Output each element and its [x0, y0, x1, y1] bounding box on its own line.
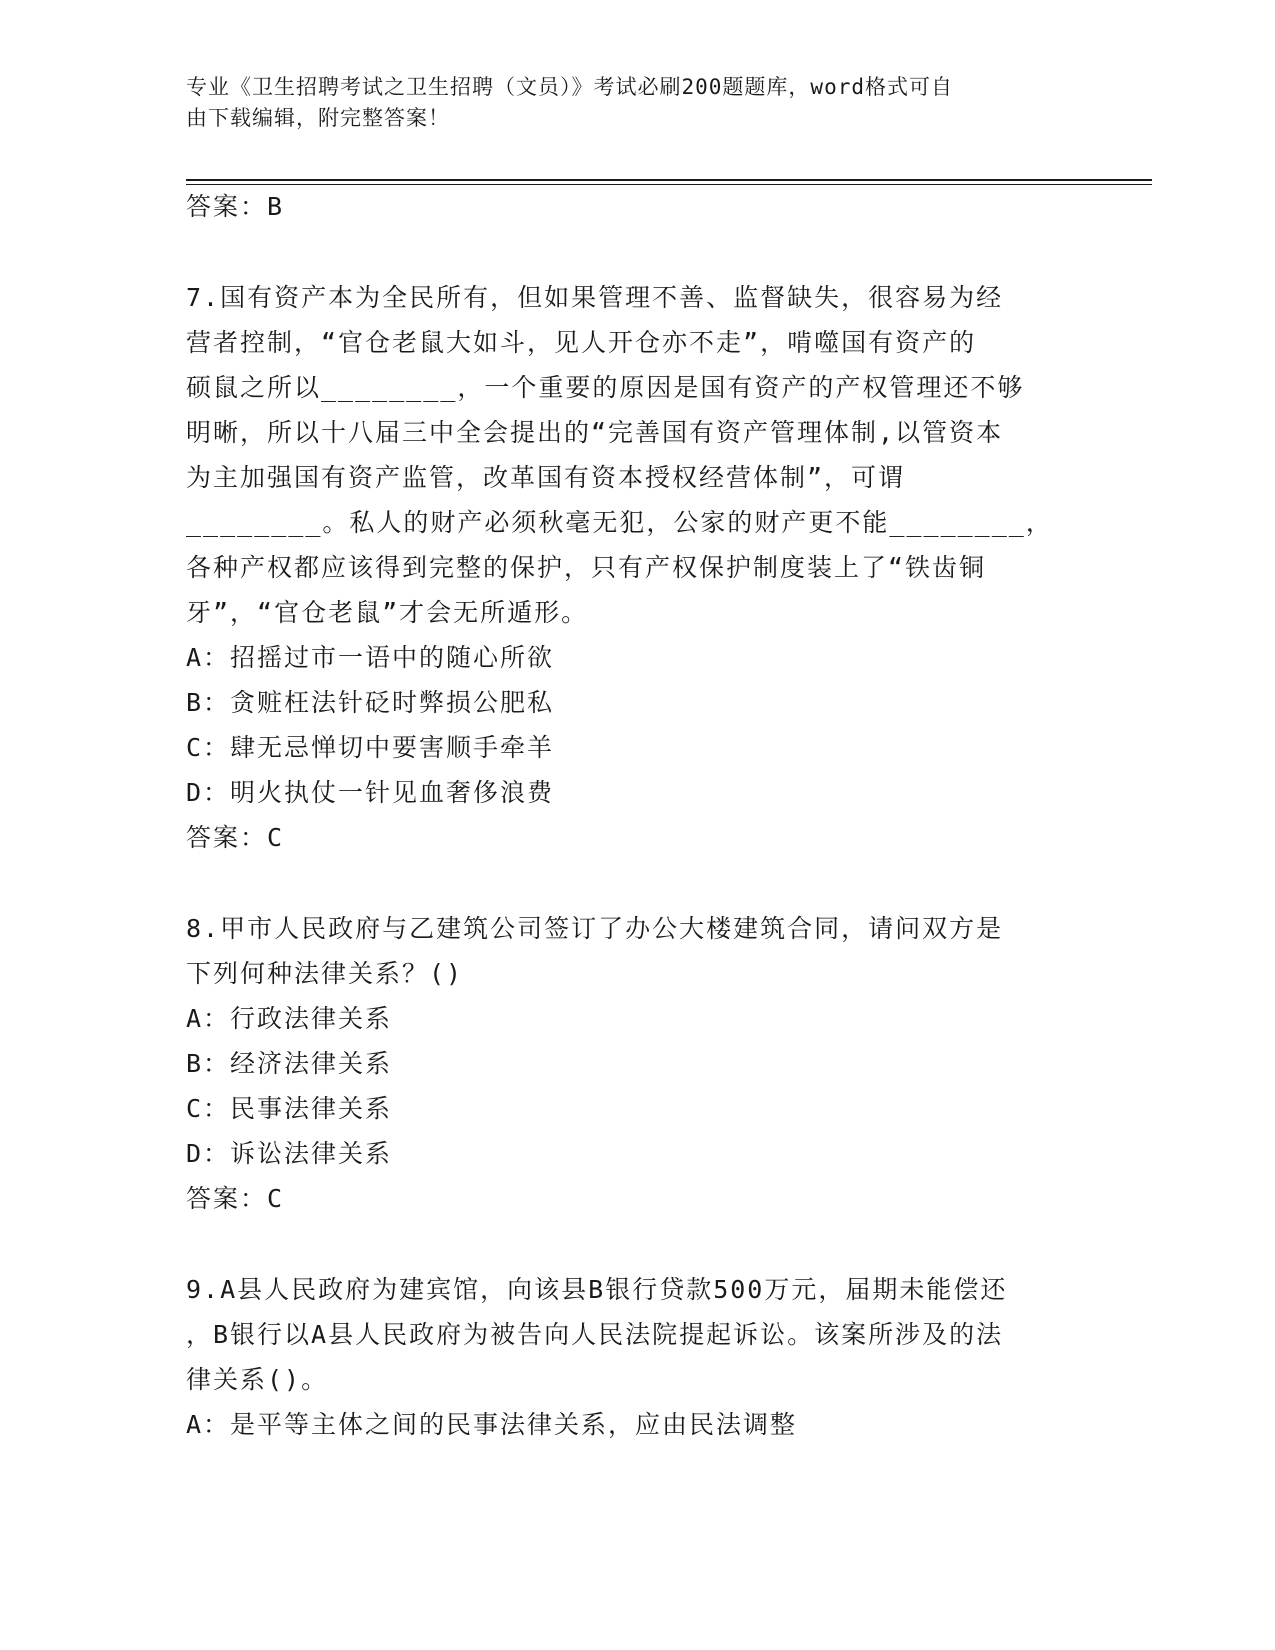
answer: 答案：C — [186, 823, 285, 852]
answer: 答案：C — [186, 1184, 285, 1213]
option-c: C：肆无忌惮切中要害顺手牵羊 — [186, 733, 555, 762]
spacer — [186, 229, 1086, 275]
spacer — [186, 1221, 1086, 1267]
option-d: D：明火执仗一针见血奢侈浪费 — [186, 778, 555, 807]
question-8 — [186, 906, 1086, 1221]
header-line-1: 专业《卫生招聘考试之卫生招聘（文员）》考试必刷200题题库，word格式可自 — [186, 75, 953, 99]
question-text-line: 8.甲市人民政府与乙建筑公司签订了办公大楼建筑合同，请问双方是 — [186, 914, 1004, 943]
option-b: B：经济法律关系 — [186, 1049, 393, 1078]
question-7 — [186, 275, 1086, 860]
option-b: B：贪赃枉法针砭时弊损公肥私 — [186, 688, 555, 717]
option-a: A：招摇过市一语中的随心所欲 — [186, 643, 555, 672]
question-text-line: 牙”，“官仓老鼠”才会无所遁形。 — [186, 598, 589, 627]
question-text-line: 营者控制，“官仓老鼠大如斗，见人开仓亦不走”，啃噬国有资产的 — [186, 328, 977, 357]
header-divider-thick — [186, 179, 1152, 181]
question-text-line: 各种产权都应该得到完整的保护，只有产权保护制度装上了“铁齿铜 — [186, 553, 987, 582]
page-header — [186, 72, 1076, 134]
question-text-line: ，B银行以A县人民政府为被告向人民法院提起诉讼。该案所涉及的法 — [186, 1320, 1004, 1349]
question-text-line: ________。私人的财产必须秋毫无犯，公家的财产更不能________， — [186, 508, 1053, 537]
question-text-line: 下列何种法律关系？() — [186, 959, 464, 988]
option-a: A：是平等主体之间的民事法律关系，应由民法调整 — [186, 1410, 798, 1439]
header-line-2: 由下载编辑，附完整答案！ — [186, 106, 450, 130]
spacer — [186, 860, 1086, 906]
option-d: D：诉讼法律关系 — [186, 1139, 393, 1168]
option-c: C：民事法律关系 — [186, 1094, 393, 1123]
document-body — [186, 184, 1086, 1447]
question-text-line: 9.A县人民政府为建宾馆，向该县B银行贷款500万元，届期未能偿还 — [186, 1275, 1008, 1304]
option-a: A：行政法律关系 — [186, 1004, 393, 1033]
question-text-line: 明晰，所以十八届三中全会提出的“完善国有资产管理体制,以管资本 — [186, 418, 1004, 447]
question-text-line: 硕鼠之所以________，一个重要的原因是国有资产的产权管理还不够 — [186, 373, 1025, 402]
question-text-line: 7.国有资产本为全民所有，但如果管理不善、监督缺失，很容易为经 — [186, 283, 1004, 312]
question-text-line: 律关系()。 — [186, 1365, 329, 1394]
previous-answer: 答案：B — [186, 192, 285, 221]
question-text-line: 为主加强国有资产监管，改革国有资本授权经营体制”，可谓 — [186, 463, 906, 492]
question-9 — [186, 1267, 1086, 1447]
